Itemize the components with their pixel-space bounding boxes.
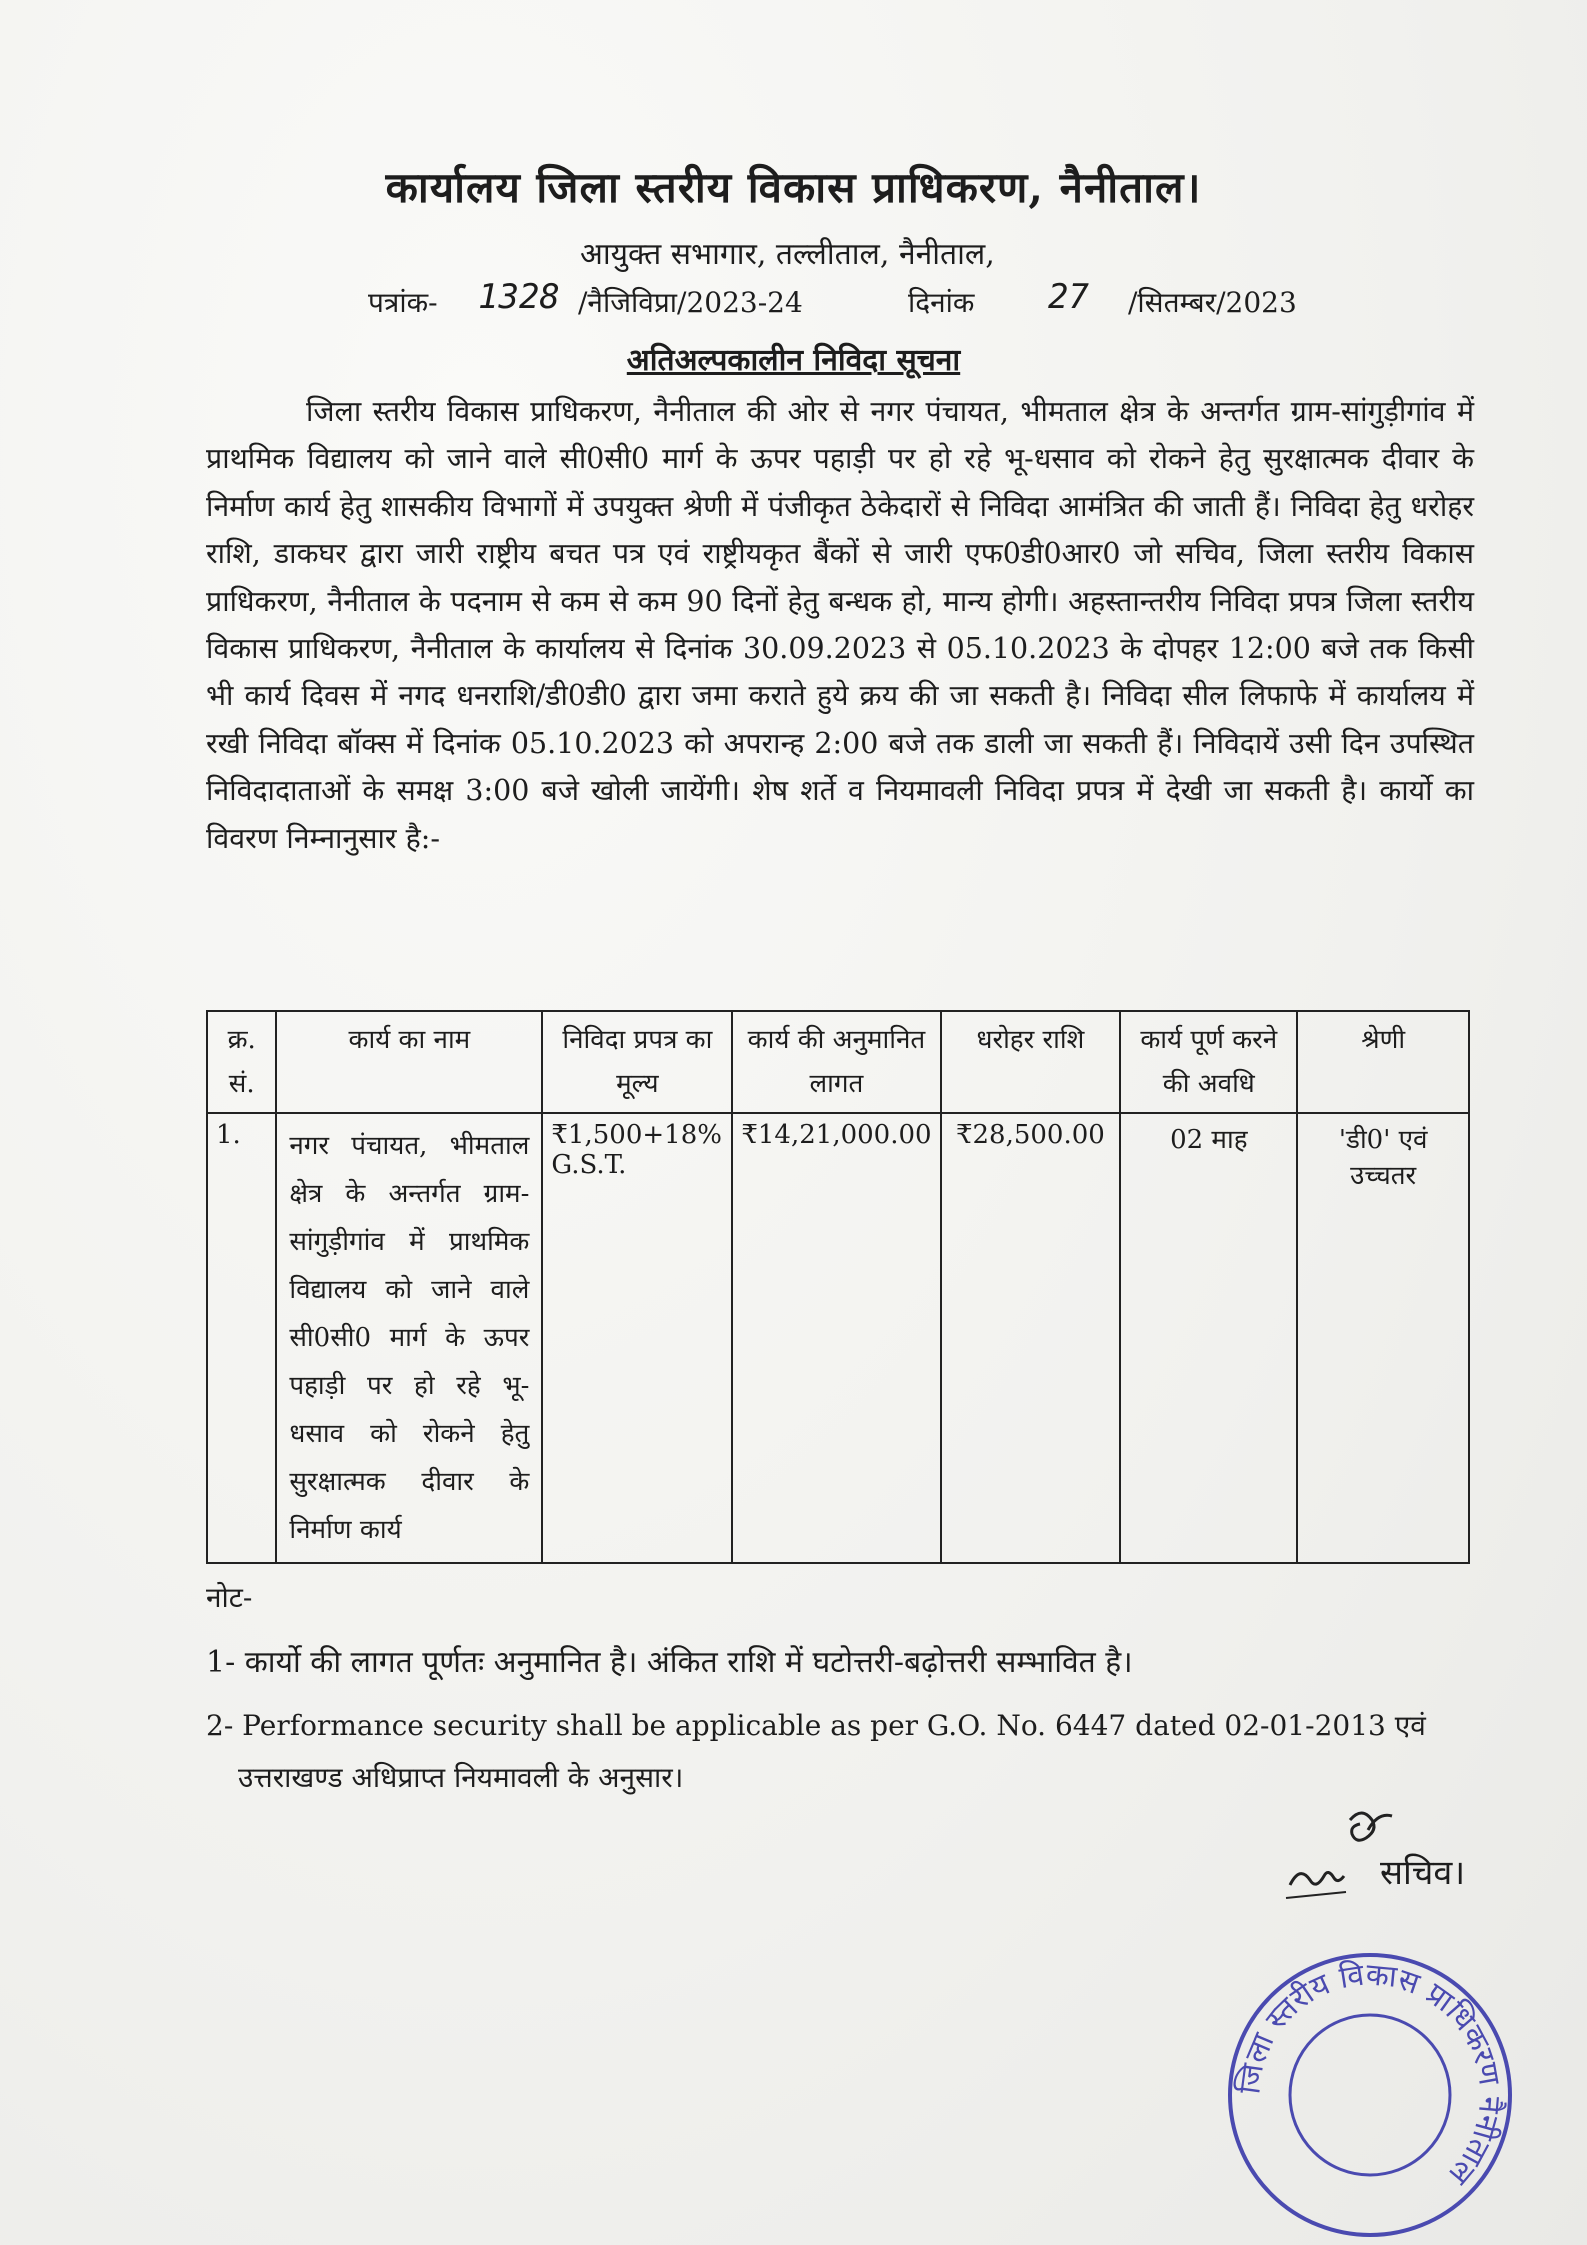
cell-work-name: नगर पंचायत, भीमताल क्षेत्र के अन्तर्गत ग्राम-सांगुड़ीगांव में प्राथमिक विद्यालय को जाने वाले सी0सी0 मार्ग के ऊपर पहाड़ी पर हो रहे भू-धसाव को रोकने हेतु सुरक्षात्मक दीवार के निर्माण कार्य	[276, 1113, 542, 1563]
header-category: श्रेणी	[1297, 1011, 1469, 1113]
date-day: 27	[1048, 277, 1089, 317]
ref-number: 1328	[478, 277, 560, 317]
header-estimated-cost: कार्य की अनुमानित लागत	[732, 1011, 940, 1113]
cell-form-price: ₹1,500+18% G.S.T.	[542, 1113, 732, 1563]
header-deposit: धरोहर राशि	[941, 1011, 1121, 1113]
cell-estimated-cost: ₹14,21,000.00	[732, 1113, 940, 1563]
notes-label: नोट-	[206, 1581, 253, 1614]
table-row	[207, 1113, 1469, 1563]
header-work-name: कार्य का नाम	[276, 1011, 542, 1113]
header-sno: क्र. सं.	[207, 1011, 276, 1113]
office-address: आयुक्त सभागार, तल्लीताल, नैनीताल,	[580, 237, 995, 272]
designation-secretary: सचिव।	[1380, 1853, 1466, 1893]
ref-label: पत्रांक-	[368, 286, 438, 319]
official-seal-icon	[1220, 1945, 1520, 2245]
notice-heading: अतिअल्पकालीन निविदा सूचना	[626, 343, 961, 378]
office-title: कार्यालय जिला स्तरीय विकास प्राधिकरण, नैनीताल।	[385, 163, 1202, 212]
cell-duration: 02 माह	[1120, 1113, 1297, 1563]
table-header-row	[207, 1011, 1469, 1113]
note-2-line-1: 2- Performance security shall be applicable as per G.O. No. 6447 dated 02-01-2013 एवं	[206, 1709, 1426, 1742]
date-month-year: /सितम्बर/2023	[1128, 286, 1297, 319]
note-2-line-2: उत्तराखण्ड अधिप्राप्त नियमावली के अनुसार।	[238, 1761, 684, 1794]
works-table	[206, 1010, 1470, 1564]
note-1: 1- कार्यो की लागत पूर्णतः अनुमानित है। अंकित राशि में घटोत्तरी-बढ़ोत्तरी सम्भावित है।	[206, 1645, 1133, 1680]
header-duration: कार्य पूर्ण करने की अवधि	[1120, 1011, 1297, 1113]
header-form-price: निविदा प्रपत्र का मूल्य	[542, 1011, 732, 1113]
cell-category: 'डी0' एवं उच्चतर	[1297, 1113, 1469, 1563]
note-2	[206, 1700, 1474, 1804]
seal-text: जिला स्तरीय विकास प्राधिकरण नैनीताल	[1232, 1957, 1508, 2192]
signature-block	[1280, 1800, 1510, 1910]
notice-body: जिला स्तरीय विकास प्राधिकरण, नैनीताल की ओर से नगर पंचायत, भीमताल क्षेत्र के अन्तर्गत ग्राम-सांगुड़ीगांव में प्राथमिक विद्यालय को जाने वाले सी0सी0 मार्ग के ऊपर पहाड़ी पर हो रहे भू-धसाव को रोकने हेतु सुरक्षात्मक दीवार के निर्माण कार्य हेतु शासकीय विभागों में उपयुक्त श्रेणी में पंजीकृत ठेकेदारों से निविदा आमंत्रित की जाती हैं। निविदा हेतु धरोहर राशि, डाकघर द्वारा जारी राष्ट्रीय बचत पत्र एवं राष्ट्रीयकृत बैंकों से जारी एफ0डी0आर0 जो सचिव, जिला स्तरीय विकास प्राधिकरण, नैनीताल के पदनाम से कम से कम 90 दिनों हेतु बन्धक हो, मान्य होगी। अहस्तान्तरीय निविदा प्रपत्र जिला स्तरीय विकास प्राधिकरण, नैनीताल के कार्यालय से दिनांक 30.09.2023 से 05.10.2023 के दोपहर 12:00 बजे तक किसी भी कार्य दिवस में नगद धनराशि/डी0डी0 द्वारा जमा कराते हुये क्रय की जा सकती है। निविदा सील लिफाफे में कार्यालय में रखी निविदा बॉक्स में दिनांक 05.10.2023 को अपरान्ह 2:00 बजे तक डाली जा सकती हैं। निविदायें उसी दिन उपस्थित निविदादाताओं के समक्ष 3:00 बजे खोली जायेंगी। शेष शर्ते व नियमावली निविदा प्रपत्र में देखी जा सकती है। कार्यो का विवरण निम्नानुसार है:-	[206, 395, 1474, 855]
cell-sno: 1.	[207, 1113, 276, 1563]
date-label: दिनांक	[908, 286, 975, 319]
ref-code: /नैजिविप्रा/2023-24	[578, 286, 803, 319]
cell-deposit: ₹28,500.00	[941, 1113, 1121, 1563]
